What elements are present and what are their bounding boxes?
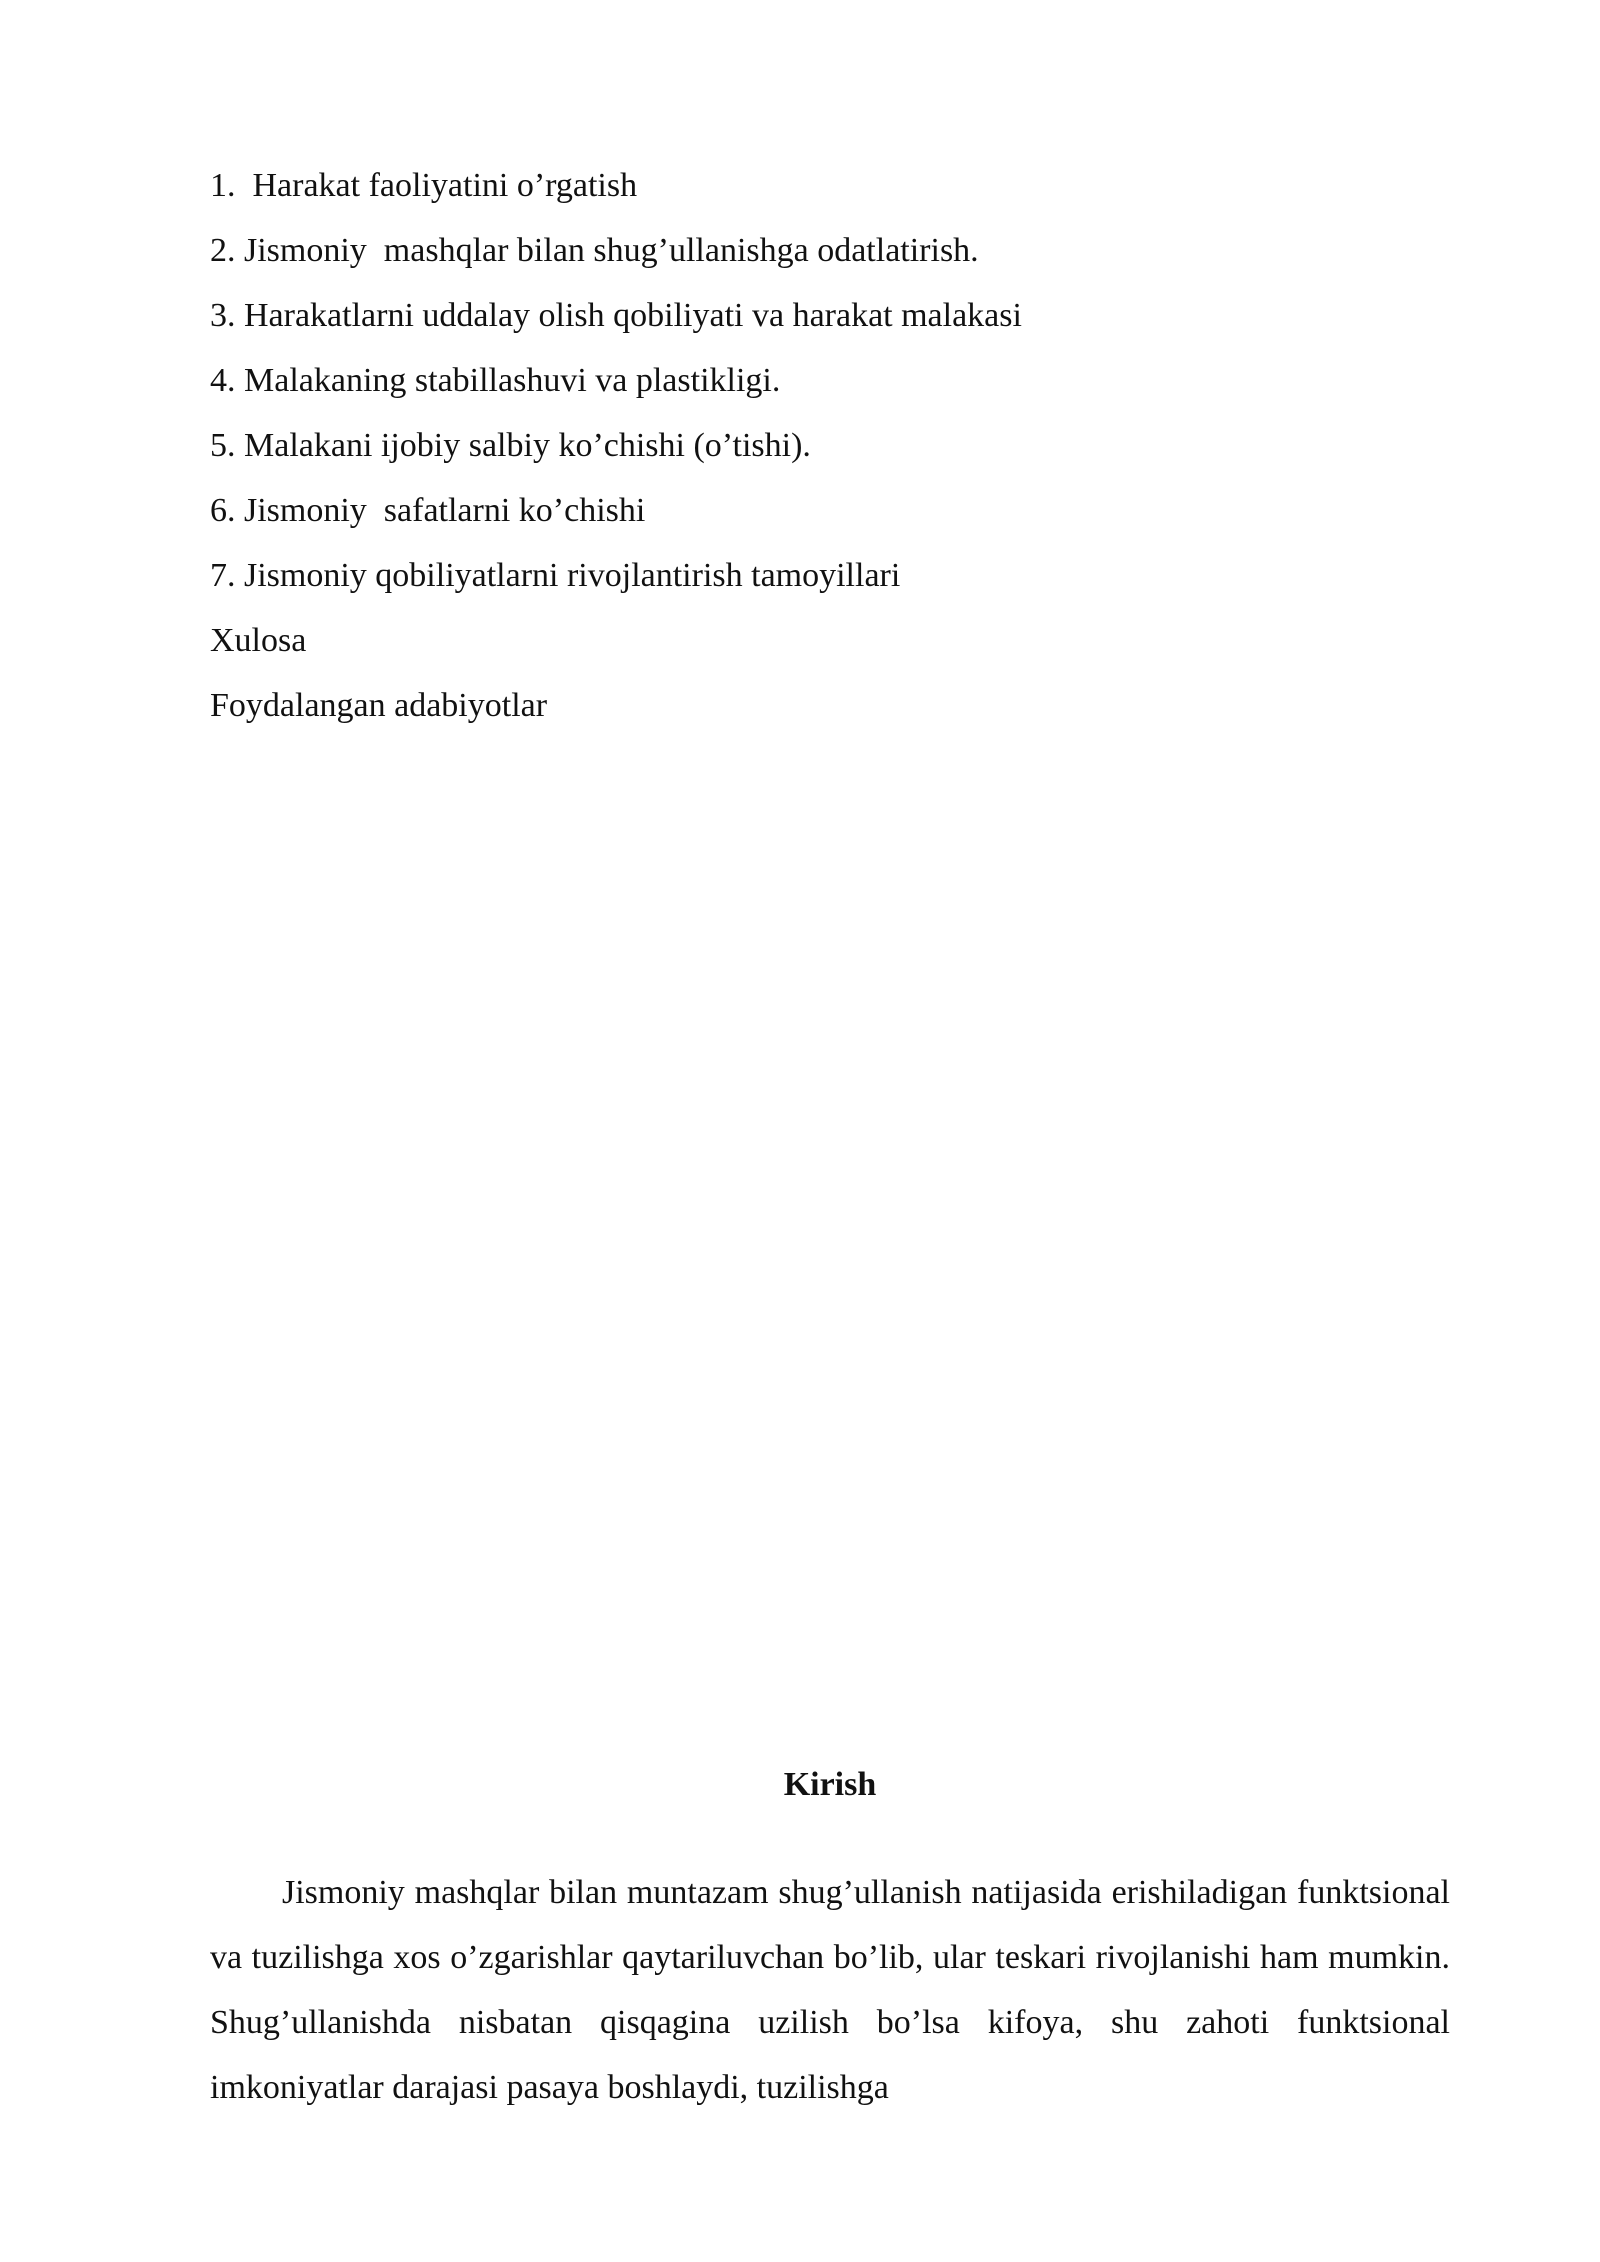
toc-item: 2. Jismoniy mashqlar bilan shug’ullanishga odatlatirish. — [210, 232, 979, 269]
section-heading-introduction: Kirish — [783, 1766, 877, 1803]
introduction-paragraph: Jismoniy mashqlar bilan muntazam shug’ullanish natijasida erishiladigan funktsional va tuzilishga xos o’zgarishlar qaytariluvchan bo’lib, ular teskari rivojlanishi ham mumkin. Shug’ullanishda nisbatan qisqagina uzilish bo’lsa kifoya, shu zahoti funktsional imkoniyatlar darajasi pasaya boshlaydi, tuzilishga — [210, 1874, 1450, 2106]
toc-item-conclusion: Xulosa — [210, 622, 307, 659]
toc-item: 7. Jismoniy qobiliyatlarni rivojlantirish tamoyillari — [210, 557, 901, 594]
toc-item-references: Foydalangan adabiyotlar — [210, 687, 548, 724]
toc-item: 4. Malakaning stabillashuvi va plastikligi. — [210, 362, 781, 399]
toc-item: 6. Jismoniy safatlarni ko’chishi — [210, 492, 646, 529]
toc-item: 5. Malakani ijobiy salbiy ko’chishi (o’tishi). — [210, 427, 811, 464]
toc-item: 3. Harakatlarni uddalay olish qobiliyati va harakat malakasi — [210, 297, 1022, 334]
table-of-contents — [210, 153, 1450, 738]
toc-item: 1. Harakat faoliyatini o’rgatish — [210, 167, 638, 204]
